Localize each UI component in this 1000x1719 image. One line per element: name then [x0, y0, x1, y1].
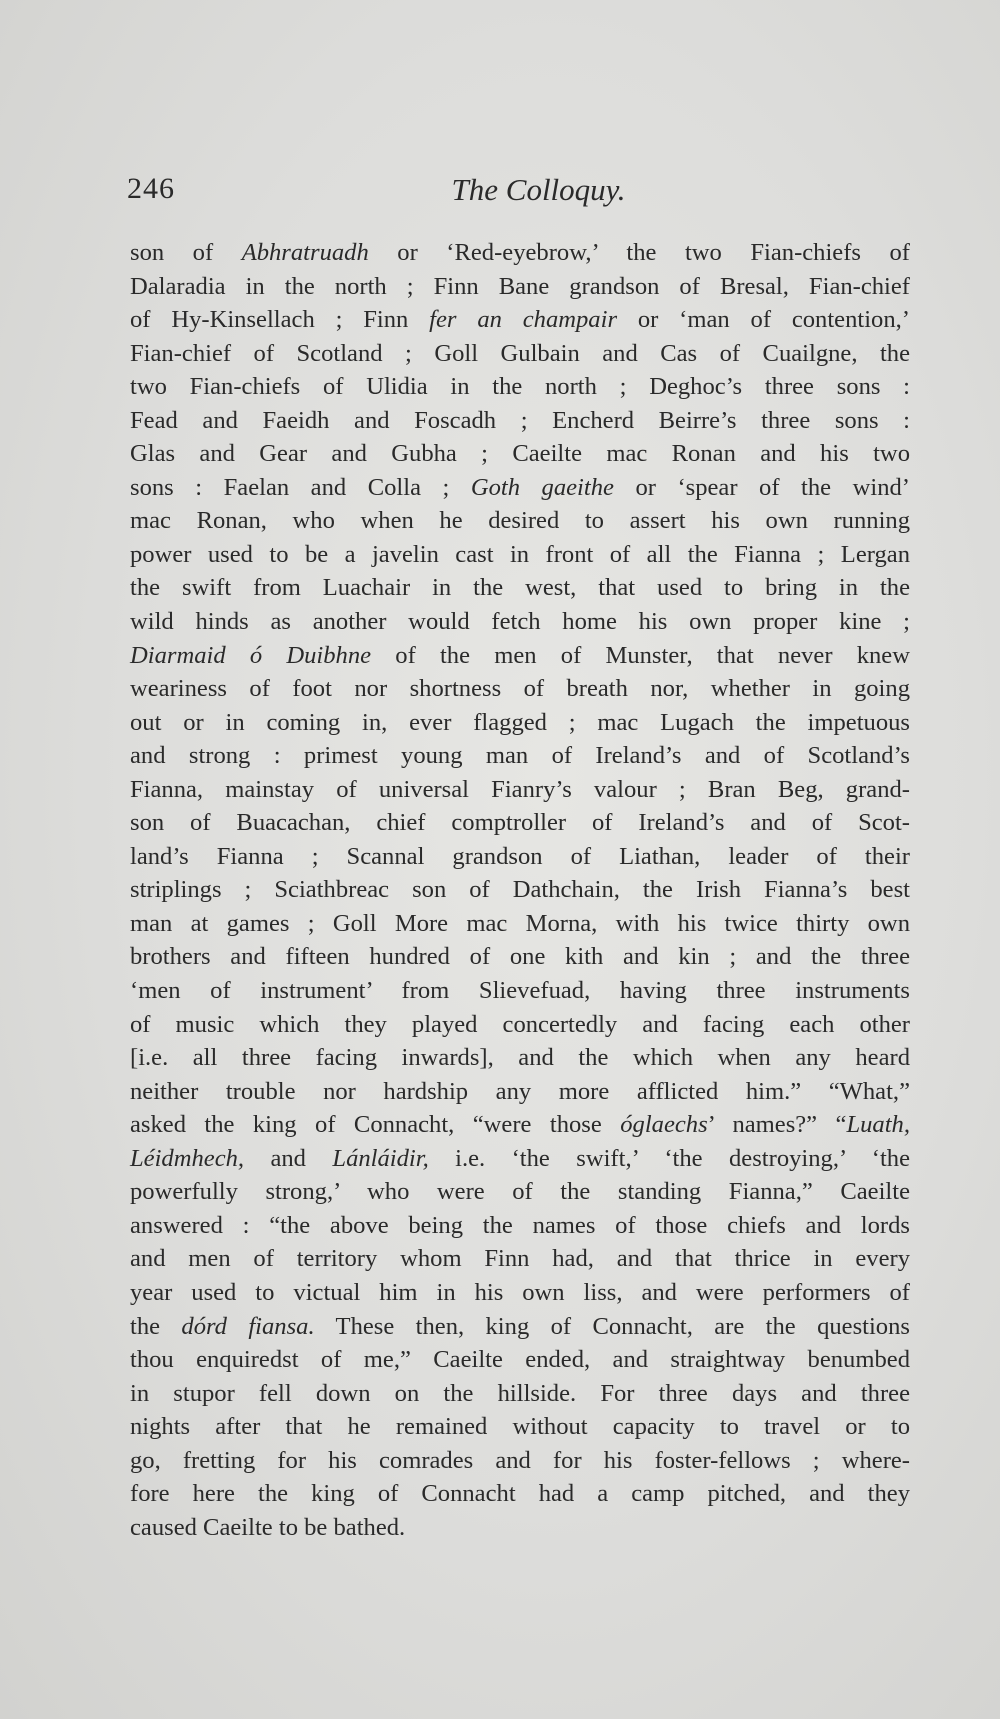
- text-segment: These then, king of Connacht, are the questions: [314, 1312, 910, 1340]
- text-line: [130, 940, 910, 974]
- text-line: [130, 1142, 910, 1176]
- text-segment: of music which they played concertedly and facing each other: [130, 1010, 910, 1038]
- text-segment: of Hy-Kinsellach ; Finn: [130, 306, 430, 334]
- text-segment: mac Ronan, who when he desired to assert his own running: [130, 507, 910, 535]
- text-line: [130, 370, 910, 404]
- text-line: [130, 337, 910, 371]
- text-segment: weariness of foot nor shortness of breath nor, whether in going: [130, 675, 910, 703]
- text-segment: year used to victual him in his own liss, and were performers of: [130, 1278, 910, 1306]
- text-segment: asked the king of Connacht, “were those: [130, 1111, 621, 1139]
- text-segment: nights after that he remained without capacity to travel or to: [130, 1413, 910, 1441]
- text-segment: son of: [130, 239, 242, 266]
- text-line: [130, 1276, 910, 1310]
- text-line: [130, 907, 910, 941]
- text-line: [130, 639, 910, 673]
- running-head: [127, 172, 910, 212]
- text-line: [130, 1175, 910, 1209]
- text-segment: and men of territory whom Finn had, and that thrice in every: [130, 1245, 910, 1273]
- italic-text-segment: óglaechs: [620, 1111, 708, 1139]
- text-line: [130, 1511, 910, 1545]
- text-line: [130, 840, 910, 874]
- text-segment: or ‘Red-eyebrow,’ the two Fian-chiefs of: [368, 239, 910, 266]
- text-line: [130, 236, 910, 270]
- text-segment: the: [130, 1312, 182, 1340]
- text-segment: son of Buacachan, chief comptroller of Ireland’s and of Scot-: [130, 809, 910, 837]
- text-segment: in stupor fell down on the hillside. For three days and three: [130, 1379, 910, 1407]
- italic-text-segment: Abhratruadh: [241, 239, 369, 266]
- text-segment: Dalaradia in the north ; Finn Bane grandson of Bresal, Fian-chief: [130, 272, 910, 300]
- text-segment: brothers and fifteen hundred of one kith and kin ; and the three: [130, 943, 910, 971]
- text-segment: sons : Faelan and Colla ;: [130, 473, 471, 501]
- italic-text-segment: Goth gaeithe: [470, 473, 614, 501]
- text-line: [130, 437, 910, 471]
- text-line: [130, 605, 910, 639]
- text-line: [130, 1410, 910, 1444]
- body-text: [130, 236, 910, 1544]
- text-line: [130, 1444, 910, 1478]
- text-segment: wild hinds as another would fetch home his own proper kine ;: [130, 608, 910, 636]
- text-line: [130, 1008, 910, 1042]
- text-line: [130, 1108, 910, 1142]
- italic-text-segment: Léidmhech,: [130, 1144, 245, 1172]
- text-segment: Fian-chief of Scotland ; Goll Gulbain and Cas of Cuailgne, the: [130, 339, 910, 367]
- text-line: [130, 974, 910, 1008]
- text-line: [130, 706, 910, 740]
- text-segment: land’s Fianna ; Scannal grandson of Liathan, leader of their: [130, 842, 910, 870]
- text-segment: go, fretting for his comrades and for his foster-fellows ; where-: [130, 1446, 910, 1474]
- text-line: [130, 773, 910, 807]
- text-segment: man at games ; Goll More mac Morna, with his twice thirty own: [130, 909, 910, 937]
- text-segment: neither trouble nor hardship any more afflicted him.” “What,”: [130, 1077, 910, 1105]
- text-segment: and: [244, 1144, 333, 1172]
- text-segment: powerfully strong,’ who were of the standing Fianna,” Caeilte: [130, 1178, 910, 1206]
- text-segment: i.e. ‘the swift,’ ‘the destroying,’ ‘the: [428, 1144, 910, 1172]
- text-line: [130, 672, 910, 706]
- text-line: [130, 538, 910, 572]
- text-line: [130, 471, 910, 505]
- text-line: [130, 1477, 910, 1511]
- text-line: [130, 1075, 910, 1109]
- text-segment: striplings ; Sciathbreac son of Dathchain, the Irish Fianna’s best: [130, 876, 910, 904]
- text-line: [130, 404, 910, 438]
- text-segment: Fead and Faeidh and Foscadh ; Encherd Beirre’s three sons :: [130, 406, 910, 434]
- text-line: [130, 303, 910, 337]
- text-segment: Glas and Gear and Gubha ; Caeilte mac Ronan and his two: [130, 440, 910, 468]
- text-segment: caused Caeilte to be bathed.: [130, 1513, 406, 1541]
- text-segment: [i.e. all three facing inwards], and the which when any heard: [130, 1044, 910, 1072]
- text-line: [130, 270, 910, 304]
- text-line: [130, 1310, 910, 1344]
- text-line: [130, 571, 910, 605]
- text-segment: out or in coming in, ever flagged ; mac Lugach the impetuous: [130, 708, 910, 736]
- italic-text-segment: Diarmaid ó Duibhne: [130, 641, 372, 669]
- text-line: [130, 806, 910, 840]
- italic-text-segment: Lánláidir,: [332, 1144, 429, 1172]
- text-segment: and strong : primest young man of Ireland’s and of Scotland’s: [130, 742, 910, 770]
- text-segment: ’ names?” “: [707, 1111, 847, 1139]
- italic-text-segment: dórd fiansa.: [181, 1312, 315, 1340]
- text-line: [130, 1343, 910, 1377]
- italic-text-segment: Luath,: [846, 1111, 910, 1139]
- text-segment: or ‘spear of the wind’: [613, 473, 910, 501]
- text-segment: or ‘man of contention,’: [617, 306, 910, 334]
- text-line: [130, 739, 910, 773]
- page-number: 246: [127, 172, 175, 205]
- text-segment: fore here the king of Connacht had a camp pitched, and they: [130, 1480, 910, 1508]
- text-segment: power used to be a javelin cast in front of all the Fianna ; Lergan: [130, 540, 910, 568]
- text-segment: the swift from Luachair in the west, that used to bring in the: [130, 574, 910, 602]
- italic-text-segment: fer an champair: [429, 306, 618, 334]
- running-title: The Colloquy.: [451, 172, 626, 207]
- text-segment: ‘men of instrument’ from Slievefuad, having three instruments: [130, 977, 910, 1005]
- text-line: [130, 1242, 910, 1276]
- text-segment: two Fian-chiefs of Ulidia in the north ; Deghoc’s three sons :: [130, 373, 910, 401]
- text-line: [130, 1209, 910, 1243]
- text-line: [130, 1041, 910, 1075]
- text-segment: Fianna, mainstay of universal Fianry’s valour ; Bran Beg, grand-: [130, 775, 910, 803]
- text-line: [130, 873, 910, 907]
- text-line: [130, 1377, 910, 1411]
- text-line: [130, 504, 910, 538]
- text-segment: of the men of Munster, that never knew: [371, 641, 910, 669]
- text-segment: answered : “the above being the names of those chiefs and lords: [130, 1211, 910, 1239]
- text-segment: thou enquiredst of me,” Caeilte ended, and straightway benumbed: [130, 1346, 910, 1374]
